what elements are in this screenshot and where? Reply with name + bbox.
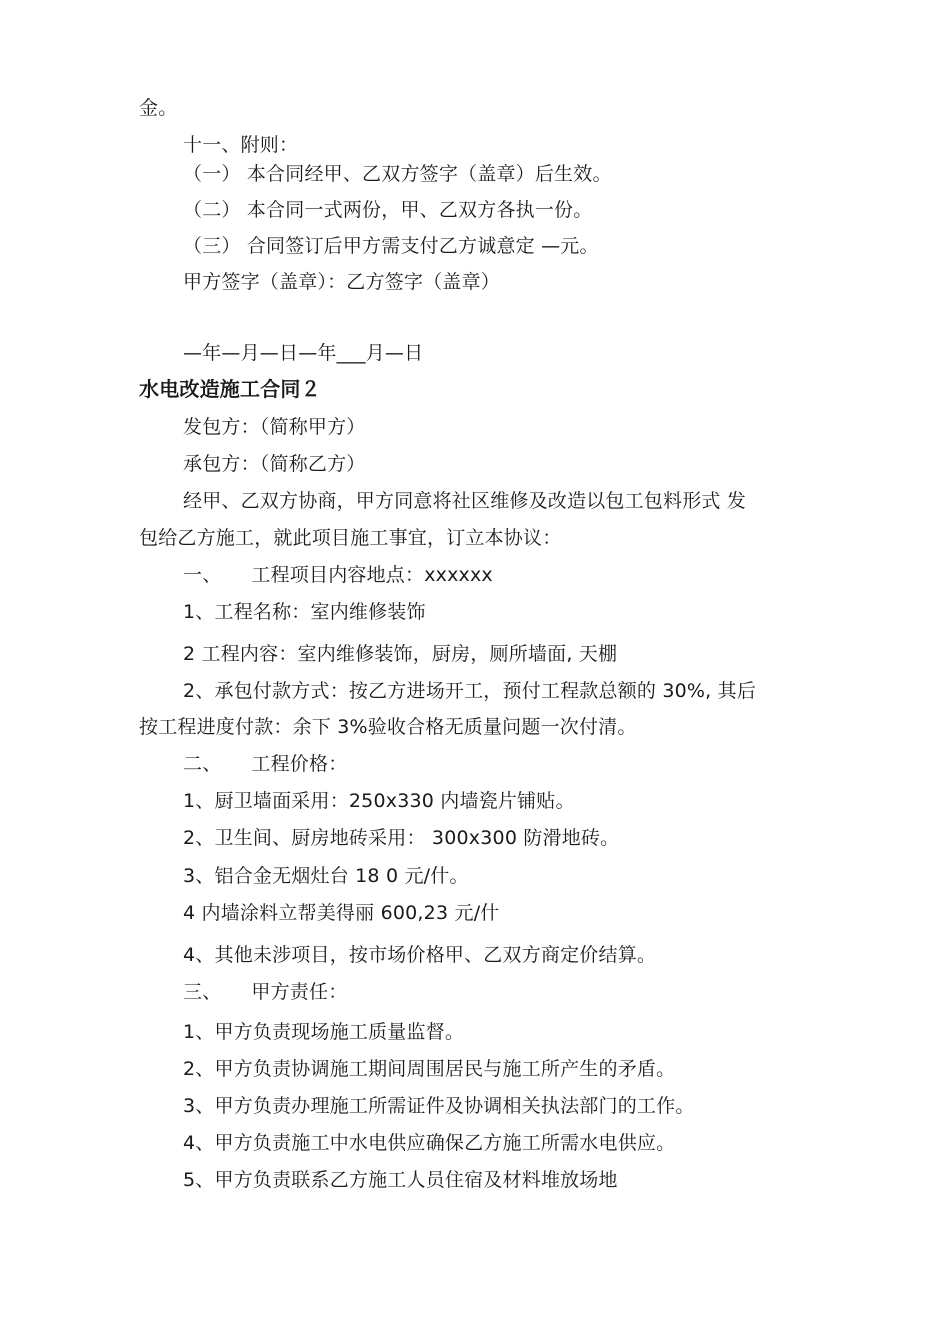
paragraph-line: 经甲、乙双方协商，甲方同意将社区维修及改造以包工包料形式 发 <box>183 490 747 512</box>
party-line: 承包方：（简称乙方） <box>183 453 366 475</box>
section-title: 工程项目内容地点：xxxxxx <box>251 564 493 586</box>
date-line: —年—月—日—年___月—日 <box>183 342 424 364</box>
list-item: 3、甲方负责办理施工所需证件及协调相关执法部门的工作。 <box>183 1095 695 1117</box>
section-heading <box>183 563 493 587</box>
list-item: 1、工程名称：室内维修装饰 <box>183 601 426 623</box>
list-item: 3、铝合金无烟灶台 18 0 元/什。 <box>183 865 469 887</box>
list-item: 5、甲方负责联系乙方施工人员住宿及材料堆放场地 <box>183 1169 618 1191</box>
list-item: 1、甲方负责现场施工质量监督。 <box>183 1021 465 1043</box>
party-line: 发包方：（简称甲方） <box>183 416 366 438</box>
section-title: 甲方责任： <box>251 981 348 1003</box>
paragraph-line: 包给乙方施工，就此项目施工事宜，订立本协议： <box>139 527 562 549</box>
list-item: 2、卫生间、厨房地砖采用： 300x300 防滑地砖。 <box>183 827 620 849</box>
list-item: 4 内墙涂料立帮美得丽 600,23 元/什 <box>183 902 500 924</box>
list-item: 2、承包付款方式：按乙方进场开工，预付工程款总额的 30%, 其后 <box>183 680 757 702</box>
section-number: 二、 <box>183 753 222 775</box>
list-item: 1、厨卫墙面采用：250x330 内墙瓷片铺贴。 <box>183 790 575 812</box>
clause-item: （一） 本合同经甲、乙双方签字（盖章）后生效。 <box>183 163 612 185</box>
list-item: 4、其他未涉项目，按市场价格甲、乙双方商定价结算。 <box>183 944 657 966</box>
contract-title: 水电改造施工合同２ <box>139 377 321 401</box>
section-heading <box>183 752 347 776</box>
text-line: 金。 <box>139 97 178 119</box>
clause-item: （二） 本合同一式两份，甲、乙双方各执一份。 <box>183 199 593 221</box>
section-number: 三、 <box>183 981 222 1003</box>
section-number: 一、 <box>183 564 222 586</box>
section-heading-appendix: 十一、附则： <box>183 134 299 156</box>
list-item: 4、甲方负责施工中水电供应确保乙方施工所需水电供应。 <box>183 1132 676 1154</box>
list-item: 2、甲方负责协调施工期间周围居民与施工所产生的矛盾。 <box>183 1058 676 1080</box>
section-heading <box>183 980 347 1004</box>
list-item-continued: 按工程进度付款：余下 3%验收合格无质量问题一次付清。 <box>139 716 637 738</box>
section-title: 工程价格： <box>251 753 348 775</box>
clause-item: （三） 合同签订后甲方需支付乙方诚意定 —元。 <box>183 235 599 257</box>
list-item: 2 工程内容：室内维修装饰，厨房，厕所墙面, 天棚 <box>183 643 618 665</box>
signature-line: 甲方签字（盖章）：乙方签字（盖章） <box>183 271 500 293</box>
